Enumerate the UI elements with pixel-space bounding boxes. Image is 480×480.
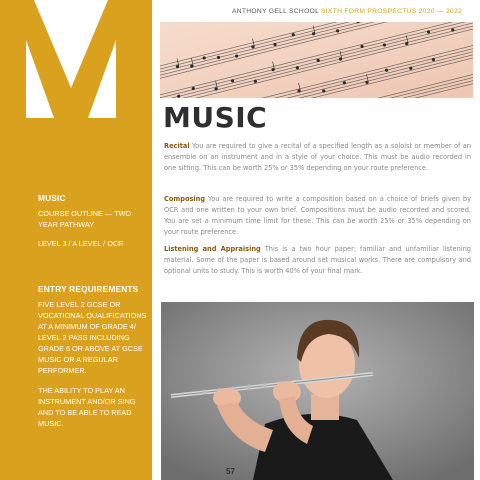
section-text: You are required to write a composition based on a choice of briefs given by OCR and one written to your own brief. Compositions must be audio recorded and scored. You are set a minimum time limit for these. This can be worth 25% or 35% depending on your route preference. [164,195,471,236]
section-text: You are required to give a recital of a specified length as a soloist or member of an ensemble on an instrument and in a style of your choice. This must be audio recorded in one sitting. This can be worth 25% or 35% depending on your route preference. [164,142,471,172]
big-letter-m [0,0,152,118]
section-heading: Recital [164,142,190,150]
big-letter-m-glyph [0,0,152,118]
sidebar-music-heading: MUSIC [38,193,66,203]
header-school: ANTHONY GELL SCHOOL [232,8,319,15]
section-heading: Composing [164,195,206,203]
sidebar-course-outline: COURSE OUTLINE — TWO YEAR PATHWAY [38,209,132,229]
header-prospectus: SIXTH FORM PROSPECTUS 2020 — 2022 [321,8,463,15]
page-number: 57 [226,467,235,476]
sidebar-level: LEVEL 3 / A LEVEL / OCR [38,239,124,248]
sheet-music-photo [160,22,473,98]
section-heading: Listening and Appraising [164,245,261,253]
sidebar-entry-text-1: FIVE LEVEL 2 GCSE OR VOCATIONAL QUALIFICATIONS AT A MINIMUM OF GRADE 4/ LEVEL 2 PASS INCLUDING GRADE 6 OR ABOVE AT GCSE MUSIC OR A REGULAR PERFORMER. [38,300,147,375]
section-listening-appraising [164,244,471,277]
sidebar-entry-text-2: THE ABILITY TO PLAY AN INSTRUMENT AND/OR SING AND TO BE ABLE TO READ MUSIC. [38,386,136,428]
page-header [232,8,462,15]
flute-player-photo [161,302,474,480]
flute-player-image [161,302,474,480]
section-recital [164,141,471,174]
sidebar [0,0,152,480]
section-text: This is a two hour paper; familiar and unfamiliar listening material. Some of the paper is based around set musical works. There are compulsory and optional units to study. This is worth 40% of your final mark. [164,245,471,275]
section-composing [164,194,471,238]
page-title: MUSIC [163,101,268,134]
sheet-music-image [160,22,473,98]
sidebar-entry-heading: ENTRY REQUIREMENTS [38,284,139,294]
